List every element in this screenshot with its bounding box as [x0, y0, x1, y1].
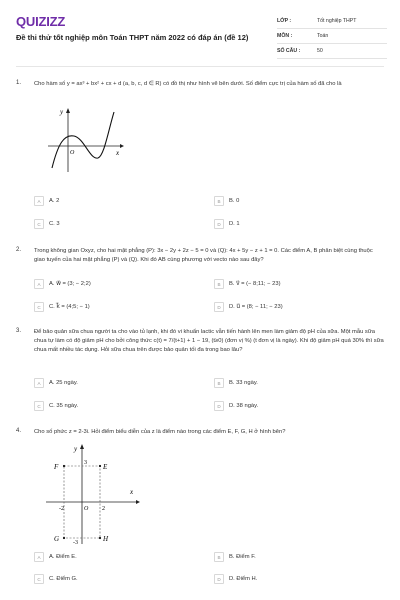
option-letter-box: D	[214, 401, 224, 411]
question-text: Cho số phức z = 2-3i. Hỏi điểm biểu diễn của z là điểm nào trong các điểm E, F, G, H ở hình bên?	[34, 429, 286, 435]
option-d[interactable]	[214, 574, 374, 584]
option-b[interactable]	[214, 279, 374, 289]
option-letter-box: A	[34, 552, 44, 562]
option-b[interactable]	[214, 552, 374, 562]
option-d[interactable]	[214, 302, 374, 312]
option-a[interactable]	[34, 279, 194, 289]
cubic-graph-figure	[44, 106, 124, 174]
meta-key: MÔN :	[277, 33, 293, 39]
meta-key: LỚP :	[277, 18, 292, 24]
complex-plane-figure	[42, 442, 142, 546]
option-c[interactable]	[34, 302, 194, 312]
option-c[interactable]	[34, 574, 194, 584]
option-letter-box: C	[34, 401, 44, 411]
question-number: 4.	[16, 428, 22, 434]
option-text: C. 3	[49, 221, 60, 227]
option-c[interactable]	[34, 401, 194, 411]
question-text: Để bảo quản sữa chua người ta cho vào tủ lạnh, khi đó vi khuẩn lactic vẫn tiến hành lên men làm giảm độ pH của sữa. Một mẫu sữa chua tự làm có độ giảm pH cho bởi công thức c(t) = 7/(t+1) + 1 − 19, (t≥0) (đơn vị %) (t đơn vị là ngày). Khi độ giảm pH quá 30% thì sữa chua mất nhiều tác dụng. Hỏi sữa chua trên được bảo quản tối đa trong bao lâu?	[34, 329, 384, 353]
tick-label-2: 2	[102, 506, 105, 512]
meta-table	[277, 14, 387, 59]
x-axis-label: x	[116, 149, 120, 157]
meta-value: Tốt nghiệp THPT	[317, 18, 357, 24]
y-axis-label: y	[60, 108, 64, 116]
page-title: Đề thi thử tốt nghiệp môn Toán THPT năm 2022 có đáp án (đề 12)	[16, 33, 249, 42]
tick-label-neg2: -2	[59, 506, 64, 512]
option-d[interactable]	[214, 219, 374, 229]
option-c[interactable]	[34, 219, 194, 229]
option-text: D. 38 ngày.	[229, 403, 259, 409]
question-4	[16, 428, 386, 588]
option-letter-box: A	[34, 378, 44, 388]
option-letter-box: B	[214, 552, 224, 562]
origin-label: O	[84, 506, 89, 512]
question-text: Trong không gian Oxyz, cho hai mặt phẳng (P): 3x − 2y + 2z − 5 = 0 và (Q): 4x + 5y − z + 1 = 0. Các điểm A, B phân biệt cùng thuộc giao tuyến của hai mặt phẳng (P) và (Q). Khi đó AB cùng phương với vecto nào sau đây?	[34, 248, 373, 263]
x-axis-label: x	[130, 488, 134, 496]
option-letter-box: D	[214, 574, 224, 584]
option-text: D. u⃗ = (8; − 11; − 23)	[229, 304, 283, 310]
question-number: 3.	[16, 328, 22, 334]
point-label-g: G	[54, 535, 60, 543]
meta-value: 50	[317, 48, 323, 54]
quizizz-logo: QUIZIZZ	[16, 14, 66, 29]
point-label-f: F	[54, 463, 59, 471]
option-text: A. 2	[49, 198, 60, 204]
option-text: A. 25 ngày.	[49, 380, 78, 386]
meta-key: SỐ CÂU :	[277, 48, 301, 54]
option-text: C. Điểm G.	[49, 576, 78, 582]
option-text: D. 1	[229, 221, 240, 227]
option-letter-box: B	[214, 279, 224, 289]
y-axis-label: y	[74, 445, 78, 453]
question-1	[16, 80, 386, 235]
header-divider	[16, 66, 384, 67]
option-text: D. Điểm H.	[229, 576, 258, 582]
option-letter-box: B	[214, 378, 224, 388]
option-letter-box: C	[34, 574, 44, 584]
question-text: Cho hàm số y = ax³ + bx² + cx + d (a, b, c, d ∈ R) có đồ thị như hình vẽ bên dưới. Số điểm cực trị của hàm số đã cho là	[34, 81, 342, 87]
question-number: 2.	[16, 247, 22, 253]
option-b[interactable]	[214, 196, 374, 206]
option-letter-box: A	[34, 279, 44, 289]
option-letter-box: C	[34, 219, 44, 229]
option-letter-box: D	[214, 219, 224, 229]
option-a[interactable]	[34, 196, 194, 206]
option-text: A. w⃗ = (3; − 2;2)	[49, 281, 91, 287]
question-number: 1.	[16, 80, 22, 86]
option-text: B. 0	[229, 198, 240, 204]
option-text: B. Điểm F.	[229, 554, 256, 560]
meta-row-class	[277, 14, 387, 29]
option-text: B. v⃗ = (− 8;11; − 23)	[229, 281, 281, 287]
tick-label-neg3: -3	[73, 540, 78, 546]
option-d[interactable]	[214, 401, 374, 411]
option-a[interactable]	[34, 378, 194, 388]
meta-value: Toán	[317, 33, 329, 39]
question-2	[16, 247, 386, 317]
point-label-e: E	[103, 463, 108, 471]
tick-label-3: 3	[84, 460, 87, 466]
question-3	[16, 328, 386, 418]
option-text: C. 35 ngày.	[49, 403, 79, 409]
option-text: B. 33 ngày.	[229, 380, 258, 386]
meta-row-subject	[277, 29, 387, 44]
option-letter-box: C	[34, 302, 44, 312]
option-letter-box: A	[34, 196, 44, 206]
origin-label: O	[70, 150, 75, 156]
option-letter-box: B	[214, 196, 224, 206]
meta-row-count	[277, 44, 387, 59]
point-label-h: H	[103, 535, 109, 543]
option-text: C. k⃗ = (4;5; − 1)	[49, 304, 90, 310]
option-a[interactable]	[34, 552, 194, 562]
option-b[interactable]	[214, 378, 374, 388]
option-letter-box: D	[214, 302, 224, 312]
option-text: A. Điểm E.	[49, 554, 77, 560]
